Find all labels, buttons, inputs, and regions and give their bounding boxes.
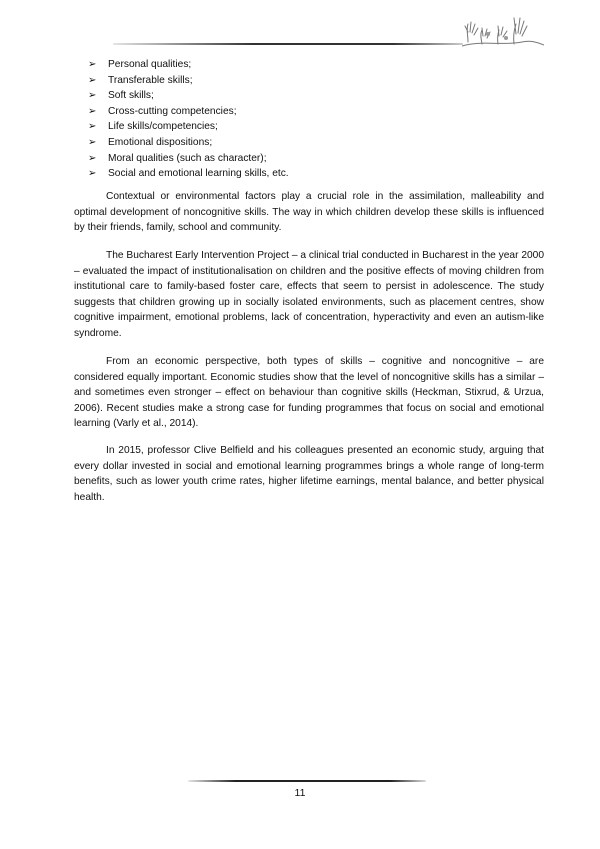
list-item <box>88 151 289 167</box>
arrow-bullet-icon: ➢ <box>88 59 97 70</box>
header-rule <box>113 43 463 45</box>
arrow-bullet-icon: ➢ <box>88 168 97 180</box>
list-item-text: Social and emotional learning skills, etc. <box>108 168 289 180</box>
list-item-text: Moral qualities (such as character); <box>108 152 267 164</box>
list-item-text: Personal qualities; <box>108 59 192 70</box>
list-item <box>88 166 289 182</box>
list-item-text: Transferable skills; <box>108 74 193 86</box>
list-item <box>88 119 289 135</box>
bullet-list <box>88 57 289 182</box>
list-item <box>88 135 289 151</box>
arrow-bullet-icon: ➢ <box>88 136 97 148</box>
list-item <box>88 57 289 73</box>
list-item-text: Emotional dispositions; <box>108 136 213 148</box>
arrow-bullet-icon: ➢ <box>88 74 97 86</box>
list-item-text: Cross-cutting competencies; <box>108 105 237 117</box>
hands-logo-icon <box>462 12 544 48</box>
paragraph-bucharest-project: The Bucharest Early Intervention Project – a clinical trial conducted in Bucharest in the year 2000 – evaluated the impact of institutionalisation on children and the positive effects of moving children from institutional care to family-based foster care, effects that seem to persist in adolescence. The study suggests that children growing up in socially isolated environments, such as placement centres, show cognitive impairment, emotional problems, lack of concentration, hyperactivity and even an autism-like syndrome. <box>74 250 544 339</box>
list-item-text: Life skills/competencies; <box>108 121 218 133</box>
list-item-text: Soft skills; <box>108 90 154 102</box>
paragraph-contextual-factors: Contextual or environmental factors play a crucial role in the assimilation, malleability and optimal development of noncognitive skills. The way in which children develop these skills is influenced by their friends, family, school and community. <box>74 191 544 234</box>
arrow-bullet-icon: ➢ <box>88 121 97 133</box>
list-item <box>88 73 289 89</box>
arrow-bullet-icon: ➢ <box>88 105 97 117</box>
list-item <box>88 104 289 120</box>
paragraph-belfield-study: In 2015, professor Clive Belfield and his colleagues presented an economic study, arguing that every dollar invested in social and emotional learning programmes brings a whole range of long-term benefits, such as lower youth crime rates, higher lifetime earnings, mental balance, and better physical health. <box>74 445 544 503</box>
paragraph-economic-perspective: From an economic perspective, both types of skills – cognitive and noncognitive – are considered equally important. Economic studies show that the level of noncognitive skills has a similar – and sometimes even stronger – effect on behaviour than cognitive skills (Heckman, Stixrud, & Urzua, 2006). Recent studies make a strong case for funding programmes that focus on social and emotional learning (Varly et al., 2014). <box>74 356 544 430</box>
arrow-bullet-icon: ➢ <box>88 90 97 102</box>
page-number: 11 <box>294 787 306 799</box>
footer-rule <box>188 780 426 782</box>
arrow-bullet-icon: ➢ <box>88 152 97 164</box>
list-item <box>88 88 289 104</box>
